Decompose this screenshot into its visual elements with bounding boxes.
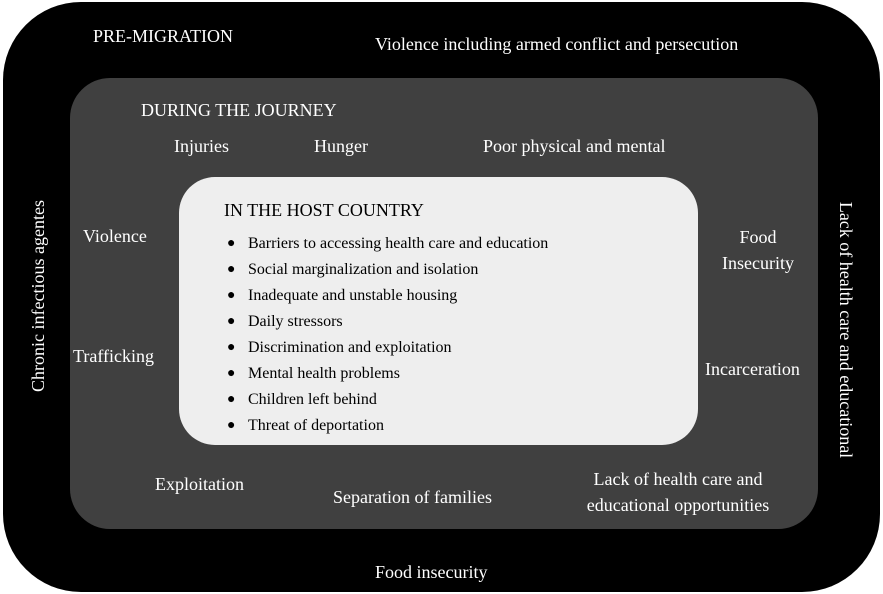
host-country-item: ● Social marginalization and isolation — [224, 257, 548, 283]
journey-lack-line1: Lack of health care and — [593, 469, 763, 489]
pre-migration-food-insecurity: Food insecurity — [375, 562, 488, 582]
journey-exploitation: Exploitation — [155, 474, 244, 494]
host-country-item: ● Mental health problems — [224, 361, 548, 387]
journey-incarceration: Incarceration — [705, 359, 800, 379]
host-country-item: ● Inadequate and unstable housing — [224, 283, 548, 309]
bullet-icon: ● — [227, 392, 236, 407]
host-country-item: ● Daily stressors — [224, 309, 548, 335]
pre-migration-chronic-infectious: Chronic infectious agentes — [28, 200, 48, 392]
host-country-item: ● Children left behind — [224, 387, 548, 413]
journey-poor-health: Poor physical and mental — [483, 136, 666, 156]
bullet-icon: ● — [227, 314, 236, 329]
pre-migration-lack-health-care: Lack of health care and educational — [836, 201, 856, 459]
host-country-item: ● Threat of deportation — [224, 413, 548, 439]
journey-injuries: Injuries — [174, 136, 229, 156]
journey-lack-health-care — [572, 468, 784, 516]
journey-food-insecurity — [712, 226, 804, 274]
host-country-item: ● Discrimination and exploitation — [224, 335, 548, 361]
host-country-item: ● Barriers to accessing health care and education — [224, 231, 548, 257]
journey-separation-of-families: Separation of families — [333, 487, 492, 507]
journey-food-line1: Food — [739, 227, 777, 247]
bullet-icon: ● — [227, 340, 236, 355]
journey-violence: Violence — [83, 226, 147, 246]
journey-hunger: Hunger — [314, 136, 368, 156]
host-country-list — [224, 231, 548, 439]
bullet-icon: ● — [227, 366, 236, 381]
pre-migration-title: PRE-MIGRATION — [93, 26, 234, 46]
journey-title: DURING THE JOURNEY — [141, 100, 337, 120]
bullet-icon: ● — [227, 262, 236, 277]
bullet-icon: ● — [227, 288, 236, 303]
journey-food-line2: Insecurity — [722, 253, 794, 273]
journey-trafficking: Trafficking — [73, 346, 154, 366]
bullet-icon: ● — [227, 236, 236, 251]
journey-lack-line2: educational opportunities — [586, 495, 770, 515]
bullet-icon: ● — [227, 418, 236, 433]
pre-migration-violence: Violence including armed conflict and persecution — [375, 34, 739, 54]
host-country-title: IN THE HOST COUNTRY — [224, 200, 424, 220]
